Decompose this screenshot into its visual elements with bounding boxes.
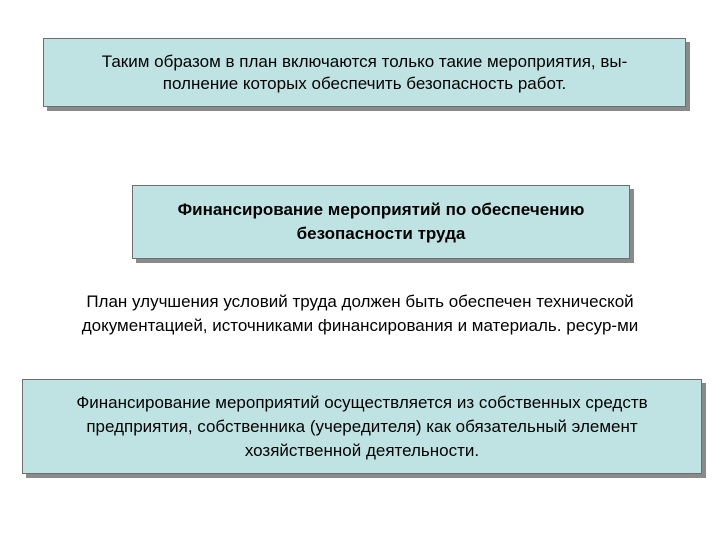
inclusion-note-text [102, 51, 628, 95]
financing-source-text [76, 391, 647, 463]
financing-heading-box [132, 185, 630, 259]
financing-source-line-3: хозяйственной деятельности. [244, 440, 480, 460]
financing-source-line-2: предприятия, собственника (учередителя) как обязательный элемент [86, 416, 638, 436]
inclusion-note-line-2: полнение которых обеспечить безопасность работ. [162, 73, 567, 93]
plan-statement [20, 290, 700, 338]
inclusion-note-box [43, 38, 686, 107]
financing-source-box [22, 379, 702, 474]
financing-heading [178, 198, 585, 246]
plan-statement-line-1: План улучшения условий труда должен быть обеспечен технической [86, 292, 634, 311]
financing-heading-line-2: безопасности труда [296, 224, 466, 243]
plan-statement-line-2: документацией, источниками финансирования и материаль. ресур-ми [81, 316, 639, 335]
inclusion-note-line-1: Таким образом в план включаются только такие мероприятия, вы- [101, 51, 628, 71]
financing-source-line-1: Финансирование мероприятий осуществляется из собственных средств [76, 392, 648, 412]
financing-heading-line-1: Финансирование мероприятий по обеспечению [177, 200, 585, 219]
